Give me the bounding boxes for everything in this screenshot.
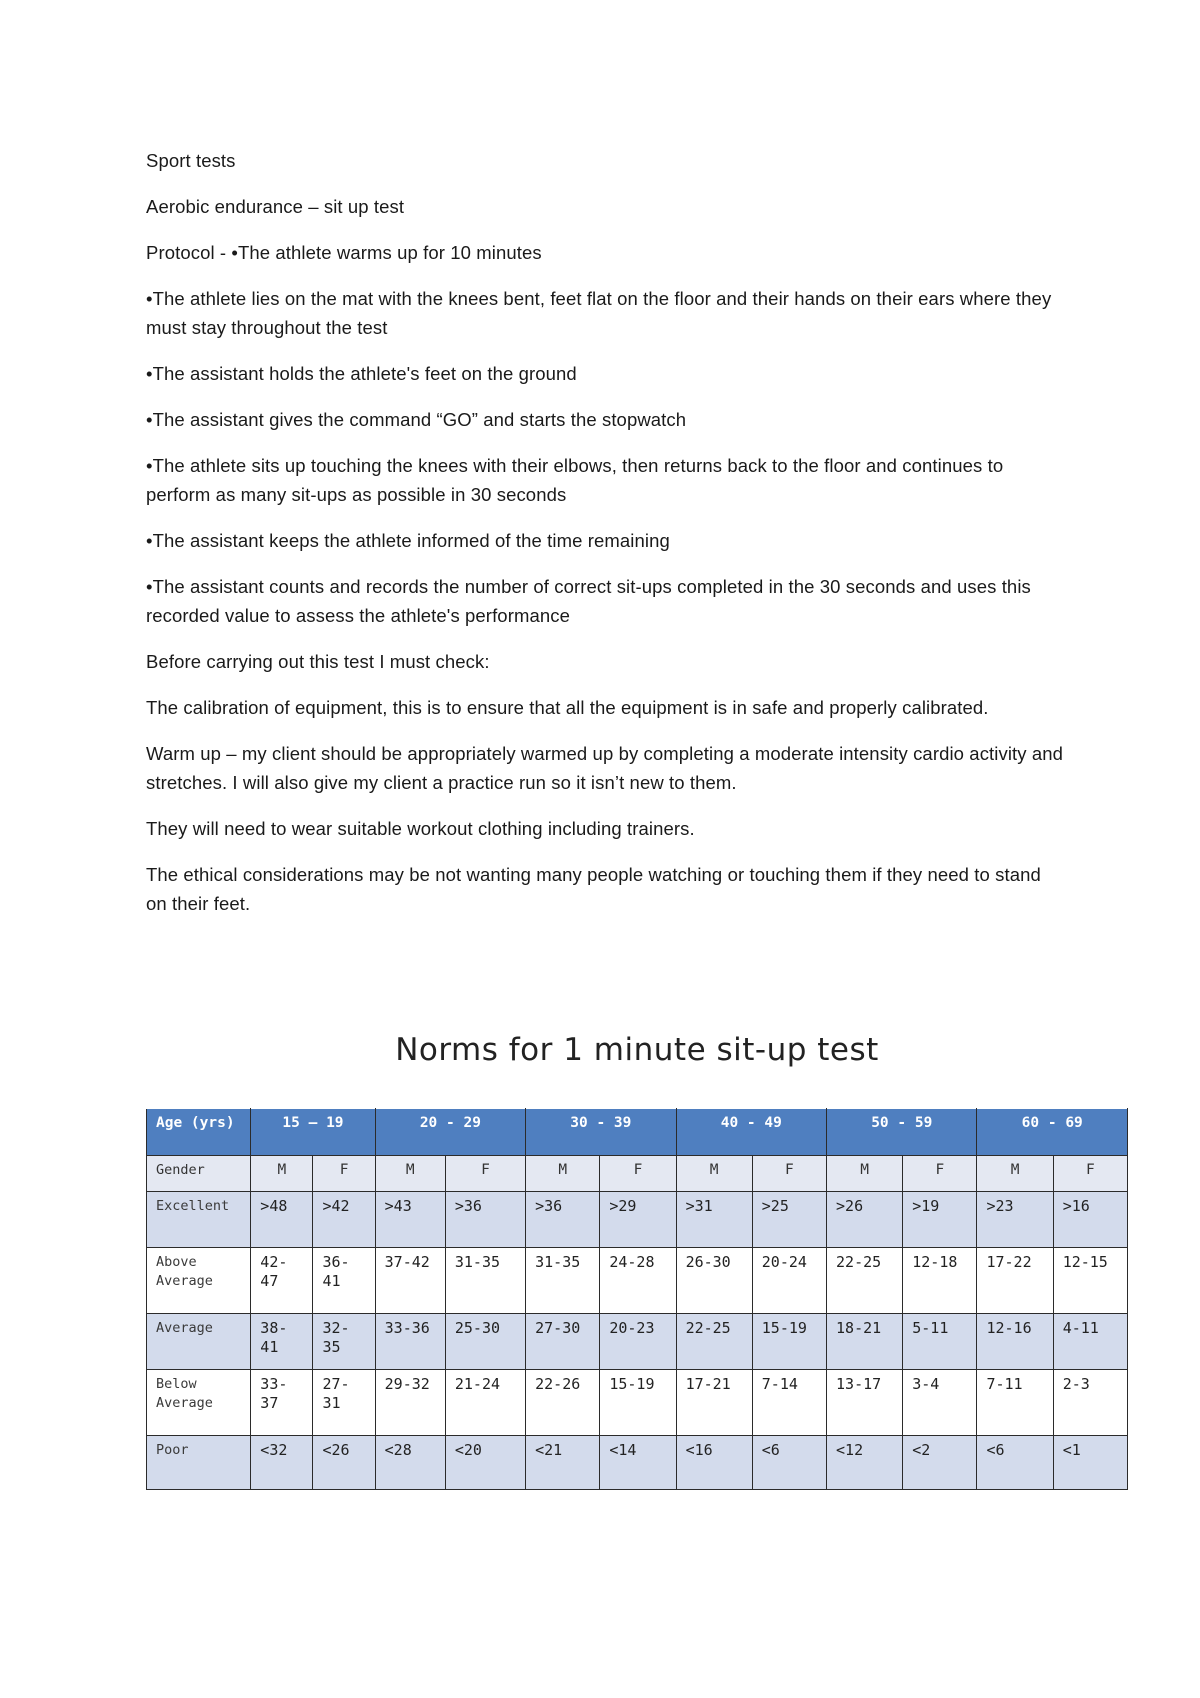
norm-value-cell: 12-16 (977, 1314, 1053, 1370)
norm-value-cell: 25-30 (445, 1314, 525, 1370)
norm-value-cell: 7-11 (977, 1370, 1053, 1436)
gender-cell: M (676, 1156, 752, 1192)
norm-value-cell: 31-35 (445, 1248, 525, 1314)
norm-value-cell: 4-11 (1053, 1314, 1127, 1370)
gender-cell: F (1053, 1156, 1127, 1192)
norm-value-cell: >19 (903, 1192, 977, 1248)
protocol-step: •The athlete sits up touching the knees with their elbows, then returns back to the floor and continues to perform as many sit-ups as possible in 30 seconds (146, 455, 1004, 505)
checklist-intro: Before carrying out this test I must check: (146, 651, 490, 672)
norm-value-cell: >42 (313, 1192, 375, 1248)
norm-value-cell: <28 (375, 1436, 445, 1490)
norm-value-cell: <16 (676, 1436, 752, 1490)
norm-value-cell: >16 (1053, 1192, 1127, 1248)
norm-value-cell: <32 (251, 1436, 313, 1490)
norm-value-cell: <20 (445, 1436, 525, 1490)
norm-value-cell: <21 (526, 1436, 600, 1490)
gender-label: Gender (147, 1156, 251, 1192)
norm-value-cell: 18-21 (827, 1314, 903, 1370)
test-title: Aerobic endurance – sit up test (146, 196, 405, 217)
norm-value-cell: 17-22 (977, 1248, 1053, 1314)
norm-value-cell: >31 (676, 1192, 752, 1248)
gender-cell: F (752, 1156, 826, 1192)
norm-value-cell: 42-47 (251, 1248, 313, 1314)
norm-value-cell: <2 (903, 1436, 977, 1490)
gender-cell: F (600, 1156, 676, 1192)
norm-value-cell: 26-30 (676, 1248, 752, 1314)
norm-value-cell: 29-32 (375, 1370, 445, 1436)
norm-value-cell: 27-31 (313, 1370, 375, 1436)
protocol-step: Protocol - •The athlete warms up for 10 minutes (146, 242, 542, 263)
document-heading: Sport tests (146, 150, 236, 171)
gender-cell: M (827, 1156, 903, 1192)
norm-value-cell: 22-25 (827, 1248, 903, 1314)
norm-value-cell: >26 (827, 1192, 903, 1248)
age-range-header: 40 - 49 (676, 1109, 826, 1156)
norm-value-cell: 37-42 (375, 1248, 445, 1314)
checklist-paragraph: They will need to wear suitable workout clothing including trainers. (146, 818, 695, 839)
norm-value-cell: >29 (600, 1192, 676, 1248)
norm-value-cell: <6 (977, 1436, 1053, 1490)
norm-value-cell: 3-4 (903, 1370, 977, 1436)
gender-cell: F (313, 1156, 375, 1192)
norm-value-cell: 22-25 (676, 1314, 752, 1370)
norm-value-cell: 31-35 (526, 1248, 600, 1314)
category-label: Excellent (147, 1192, 251, 1248)
table-row-average (147, 1314, 1128, 1370)
norm-value-cell: 13-17 (827, 1370, 903, 1436)
norm-value-cell: 20-24 (752, 1248, 826, 1314)
category-label: Below Average (147, 1370, 251, 1436)
norm-value-cell: 7-14 (752, 1370, 826, 1436)
gender-cell: M (977, 1156, 1053, 1192)
norm-value-cell: <26 (313, 1436, 375, 1490)
norm-value-cell: 22-26 (526, 1370, 600, 1436)
protocol-step: •The assistant keeps the athlete informed of the time remaining (146, 530, 670, 551)
table-row-below-average (147, 1370, 1128, 1436)
category-label: Average (147, 1314, 251, 1370)
norm-value-cell: 33-36 (375, 1314, 445, 1370)
table-header-row (147, 1109, 1128, 1156)
protocol-step: •The athlete lies on the mat with the knees bent, feet flat on the floor and their hands on their ears where they must stay throughout the test (146, 288, 1052, 338)
norm-value-cell: 12-18 (903, 1248, 977, 1314)
norm-value-cell: <6 (752, 1436, 826, 1490)
norm-value-cell: >48 (251, 1192, 313, 1248)
norm-value-cell: 32-35 (313, 1314, 375, 1370)
category-label: Poor (147, 1436, 251, 1490)
norms-table-title: Norms for 1 minute sit-up test (395, 1032, 879, 1068)
protocol-step: •The assistant gives the command “GO” and starts the stopwatch (146, 409, 687, 430)
norm-value-cell: >36 (526, 1192, 600, 1248)
table-row-above-average (147, 1248, 1128, 1314)
gender-row (147, 1156, 1128, 1192)
norms-table (146, 1108, 1128, 1490)
norm-value-cell: 15-19 (752, 1314, 826, 1370)
norm-value-cell: >36 (445, 1192, 525, 1248)
norm-value-cell: 2-3 (1053, 1370, 1127, 1436)
norm-value-cell: 24-28 (600, 1248, 676, 1314)
age-range-header: 15 – 19 (251, 1109, 375, 1156)
norm-value-cell: >23 (977, 1192, 1053, 1248)
age-range-header: 50 - 59 (827, 1109, 977, 1156)
gender-cell: M (526, 1156, 600, 1192)
checklist-paragraph: Warm up – my client should be appropriately warmed up by completing a moderate intensity cardio activity and stretches. I will also give my client a practice run so it isn’t new to them. (146, 743, 1064, 793)
checklist-paragraph: The calibration of equipment, this is to ensure that all the equipment is in safe and properly calibrated. (146, 697, 989, 718)
category-label: Above Average (147, 1248, 251, 1314)
norm-value-cell: 15-19 (600, 1370, 676, 1436)
norm-value-cell: 5-11 (903, 1314, 977, 1370)
gender-cell: M (251, 1156, 313, 1192)
norm-value-cell: <14 (600, 1436, 676, 1490)
age-header: Age (yrs) (147, 1109, 251, 1156)
norm-value-cell: 33-37 (251, 1370, 313, 1436)
norm-value-cell: 20-23 (600, 1314, 676, 1370)
norm-value-cell: 36-41 (313, 1248, 375, 1314)
norm-value-cell: >43 (375, 1192, 445, 1248)
norm-value-cell: 21-24 (445, 1370, 525, 1436)
gender-cell: F (903, 1156, 977, 1192)
protocol-step: •The assistant counts and records the number of correct sit-ups completed in the 30 seconds and uses this recorded value to assess the athlete's performance (146, 576, 1031, 626)
norm-value-cell: <12 (827, 1436, 903, 1490)
protocol-step: •The assistant holds the athlete's feet on the ground (146, 363, 577, 384)
gender-cell: M (375, 1156, 445, 1192)
norm-value-cell: 17-21 (676, 1370, 752, 1436)
age-range-header: 20 - 29 (375, 1109, 525, 1156)
table-row-poor (147, 1436, 1128, 1490)
norm-value-cell: 27-30 (526, 1314, 600, 1370)
table-row-excellent (147, 1192, 1128, 1248)
document-body (146, 146, 1066, 935)
gender-cell: F (445, 1156, 525, 1192)
checklist-paragraph: The ethical considerations may be not wanting many people watching or touching them if they need to stand on their feet. (146, 864, 1041, 914)
norm-value-cell: 38-41 (251, 1314, 313, 1370)
age-range-header: 60 - 69 (977, 1109, 1128, 1156)
norm-value-cell: 12-15 (1053, 1248, 1127, 1314)
age-range-header: 30 - 39 (526, 1109, 676, 1156)
norm-value-cell: <1 (1053, 1436, 1127, 1490)
norm-value-cell: >25 (752, 1192, 826, 1248)
